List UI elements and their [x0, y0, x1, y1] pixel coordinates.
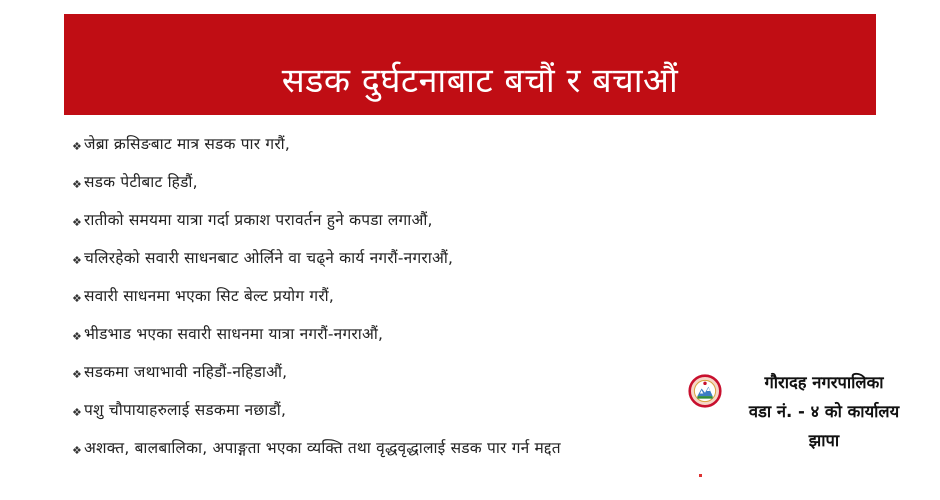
list-item-text: जेब्रा क्रसिङबाट मात्र सडक पार गरौं,	[84, 135, 291, 153]
list-item-text: चलिरहेको सवारी साधनबाट ओर्लिने वा चढ्ने कार्य नगरौं-नगराऔं,	[84, 249, 454, 267]
diamond-bullet-icon: ❖	[72, 253, 82, 267]
list-item-text: सडक पेटीबाट हिडौं,	[84, 173, 198, 191]
title-banner	[64, 14, 876, 115]
ward-office: वडा नं. - ४ को कार्यालय	[748, 402, 900, 421]
list-item-text: रातीको समयमा यात्रा गर्दा प्रकाश परावर्तन हुने कपडा लगाऔं,	[84, 211, 433, 229]
diamond-bullet-icon: ❖	[72, 139, 82, 153]
diamond-bullet-icon: ❖	[72, 215, 82, 229]
list-item	[72, 314, 712, 352]
diamond-bullet-icon: ❖	[72, 329, 82, 343]
list-item	[72, 276, 712, 314]
municipality-name: गौरादह नगरपालिका	[764, 373, 884, 392]
district-name: झापा	[808, 431, 840, 450]
list-item	[72, 124, 712, 162]
list-item	[72, 352, 712, 390]
list-item-text: पशु चौपायाहरुलाई सडकमा नछाडौं,	[84, 401, 287, 419]
diamond-bullet-icon: ❖	[72, 405, 82, 419]
list-item-text: भीडभाड भएका सवारी साधनमा यात्रा नगरौं-नगराऔं,	[84, 325, 384, 343]
list-item	[72, 162, 712, 200]
diamond-bullet-icon: ❖	[72, 177, 82, 191]
decorative-dot	[699, 474, 702, 477]
diamond-bullet-icon: ❖	[72, 291, 82, 305]
diamond-bullet-icon: ❖	[72, 367, 82, 381]
safety-tips-list	[72, 124, 712, 466]
banner-title: सडक दुर्घटनाबाट बचौं र बचाऔं	[281, 60, 679, 101]
list-item	[72, 200, 712, 238]
organization-text	[716, 368, 932, 455]
organization-block	[686, 368, 932, 468]
list-item	[72, 238, 712, 276]
diamond-bullet-icon: ❖	[72, 443, 82, 457]
list-item-text: सवारी साधनमा भएका सिट बेल्ट प्रयोग गरौं,	[84, 287, 335, 305]
list-item-text: अशक्त, बालबालिका, अपाङ्गता भएका व्यक्ति तथा वृद्धवृद्धालाई सडक पार गर्न मद्दत	[84, 439, 561, 457]
list-item	[72, 428, 712, 466]
list-item-text: सडकमा जथाभावी नहिडौं-नहिडाऔं,	[84, 363, 288, 381]
list-item	[72, 390, 712, 428]
